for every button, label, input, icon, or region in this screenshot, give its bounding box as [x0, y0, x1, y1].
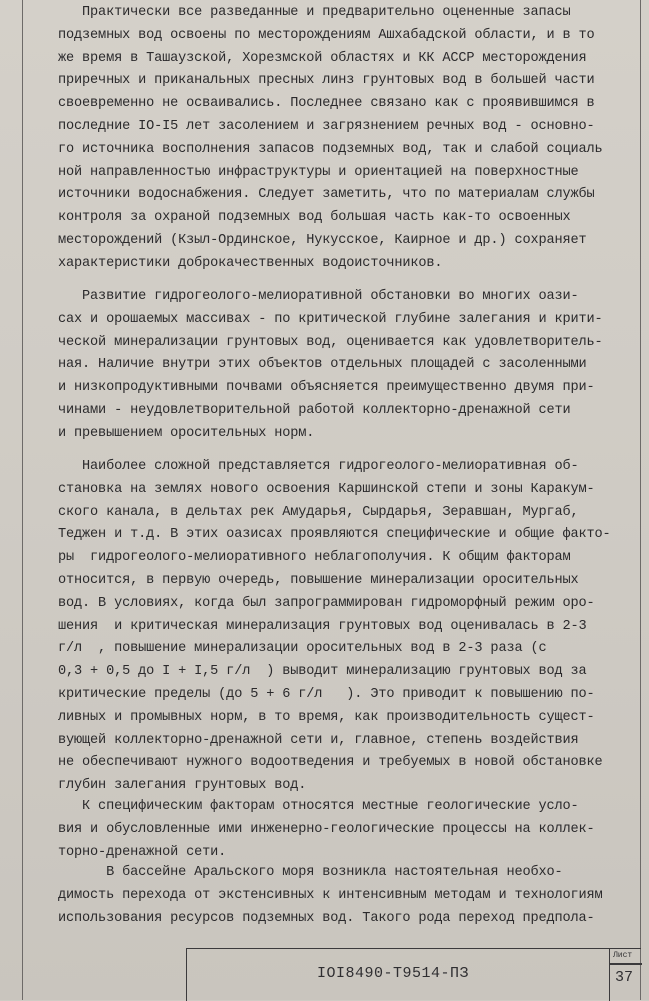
text-line: становка на землях нового освоения Каршинской степи и зоны Каракум- — [34, 481, 595, 497]
text-line: ческой минерализации грунтовых вод, оценивается как удовлетворитель- — [34, 334, 603, 350]
text-line: сах и орошаемых массивах - по критической глубине залегания и крити- — [34, 311, 603, 327]
title-block — [186, 948, 641, 1001]
sheet-number-box — [609, 949, 642, 1001]
text-line: 0,3 + 0,5 до I + I,5 г/л ) выводит минерализацию грунтовых вод за — [34, 664, 587, 680]
text-line: Теджен и т.д. В этих оазисах проявляются специфические и общие факто- — [34, 527, 611, 543]
paragraph-2 — [34, 286, 638, 446]
text-line: относится, в первую очередь, повышение минерализации оросительных — [34, 572, 579, 588]
text-line: г/л , повышение минерализации оросительных вод в 2-3 раза (с — [34, 641, 547, 657]
text-line: чинами - неудовлетворительной работой коллекторно-дренажной сети — [34, 402, 571, 418]
text-line: и превышением оросительных норм. — [34, 425, 315, 441]
text-line: глубин залегания грунтовых вод. — [34, 778, 307, 794]
paragraph-1 — [34, 2, 638, 276]
text-line: своевременно не осваивались. Последнее связано как с проявившимся в — [34, 96, 595, 112]
text-line: и низкопродуктивными почвами объясняется преимущественно двумя при- — [34, 380, 595, 396]
paragraph-3 — [34, 456, 638, 798]
text-line: характеристики доброкачественных водоисточников. — [34, 255, 443, 271]
text-line: димость перехода от экстенсивных к интенсивным методам и технологиям — [34, 887, 603, 903]
frame-border-left — [22, 0, 23, 1000]
sheet-label: Лист — [613, 951, 633, 960]
text-line: использования ресурсов подземных вод. Такого рода переход предпола- — [34, 910, 595, 926]
text-line: К специфическим факторам относятся местные геологические усло- — [34, 799, 579, 814]
sheet-number: 37 — [615, 969, 634, 986]
text-line: вия и обусловленные ими инженерно-геологические процессы на коллек- — [34, 821, 595, 837]
text-line: го источника восполнения запасов подземных вод, так и слабой социаль — [34, 141, 603, 157]
text-line: торно-дренажной сети. — [34, 844, 227, 860]
text-line: последние IO-I5 лет засолением и загрязнением речных вод - основно- — [34, 118, 595, 134]
text-line: ная. Наличие внутри этих объектов отдельных площадей с засоленными — [34, 357, 587, 373]
text-line: подземных вод освоены по месторождениям Ашхабадской области, и в то — [34, 27, 595, 43]
text-line: не обеспечивают нужного водоотведения и требуемых в новой обстановке — [34, 755, 603, 771]
text-line: месторождений (Кзыл-Ординское, Нукусское, Каирное и др.) сохраняет — [34, 232, 587, 248]
sheet-divider — [610, 963, 642, 965]
text-line: приречных и приканальных пресных линз грунтовых вод в большей части — [34, 73, 595, 89]
text-line: В бассейне Аральского моря возникла настоятельная необхо- — [34, 865, 563, 880]
paragraph-5 — [34, 862, 638, 930]
text-line: ной направленностью инфраструктуры и ориентацией на поверхностные — [34, 164, 579, 180]
text-line: же время в Ташаузской, Хорезмской областях и КК АССР месторождения — [34, 50, 587, 66]
text-line: Развитие гидрогеолого-мелиоративной обстановки во многих оази- — [34, 289, 579, 304]
text-line: Практически все разведанные и предварительно оцененные запасы — [34, 5, 571, 20]
text-line: контроля за охраной подземных вод большая часть как-то освоенных — [34, 210, 571, 226]
text-line: ливных и промывных норм, в то время, как производительность сущест- — [34, 709, 595, 725]
text-line: источники водоснабжения. Следует заметить, что по материалам службы — [34, 187, 595, 203]
document-code: IOI8490-Т9514-ПЗ — [317, 965, 470, 982]
text-line: ского канала, в дельтах рек Амударья, Сырдарья, Зеравшан, Мургаб, — [34, 504, 579, 520]
text-line: критические пределы (до 5 + 6 г/л ). Это приводит к повышению по- — [34, 686, 595, 702]
text-line: вод. В условиях, когда был запрограммирован гидроморфный режим оро- — [34, 595, 595, 611]
text-line: вующей коллекторно-дренажной сети и, главное, степень воздействия — [34, 732, 579, 748]
paragraph-4 — [34, 796, 638, 864]
frame-border-right — [640, 0, 641, 1000]
text-line: Наиболее сложной представляется гидрогеолого-мелиоративная об- — [34, 459, 579, 474]
text-line: шения и критическая минерализация грунтовых вод оценивалась в 2-3 — [34, 618, 587, 634]
text-line: ры гидрогеолого-мелиоративного неблагополучия. К общим факторам — [34, 550, 571, 566]
